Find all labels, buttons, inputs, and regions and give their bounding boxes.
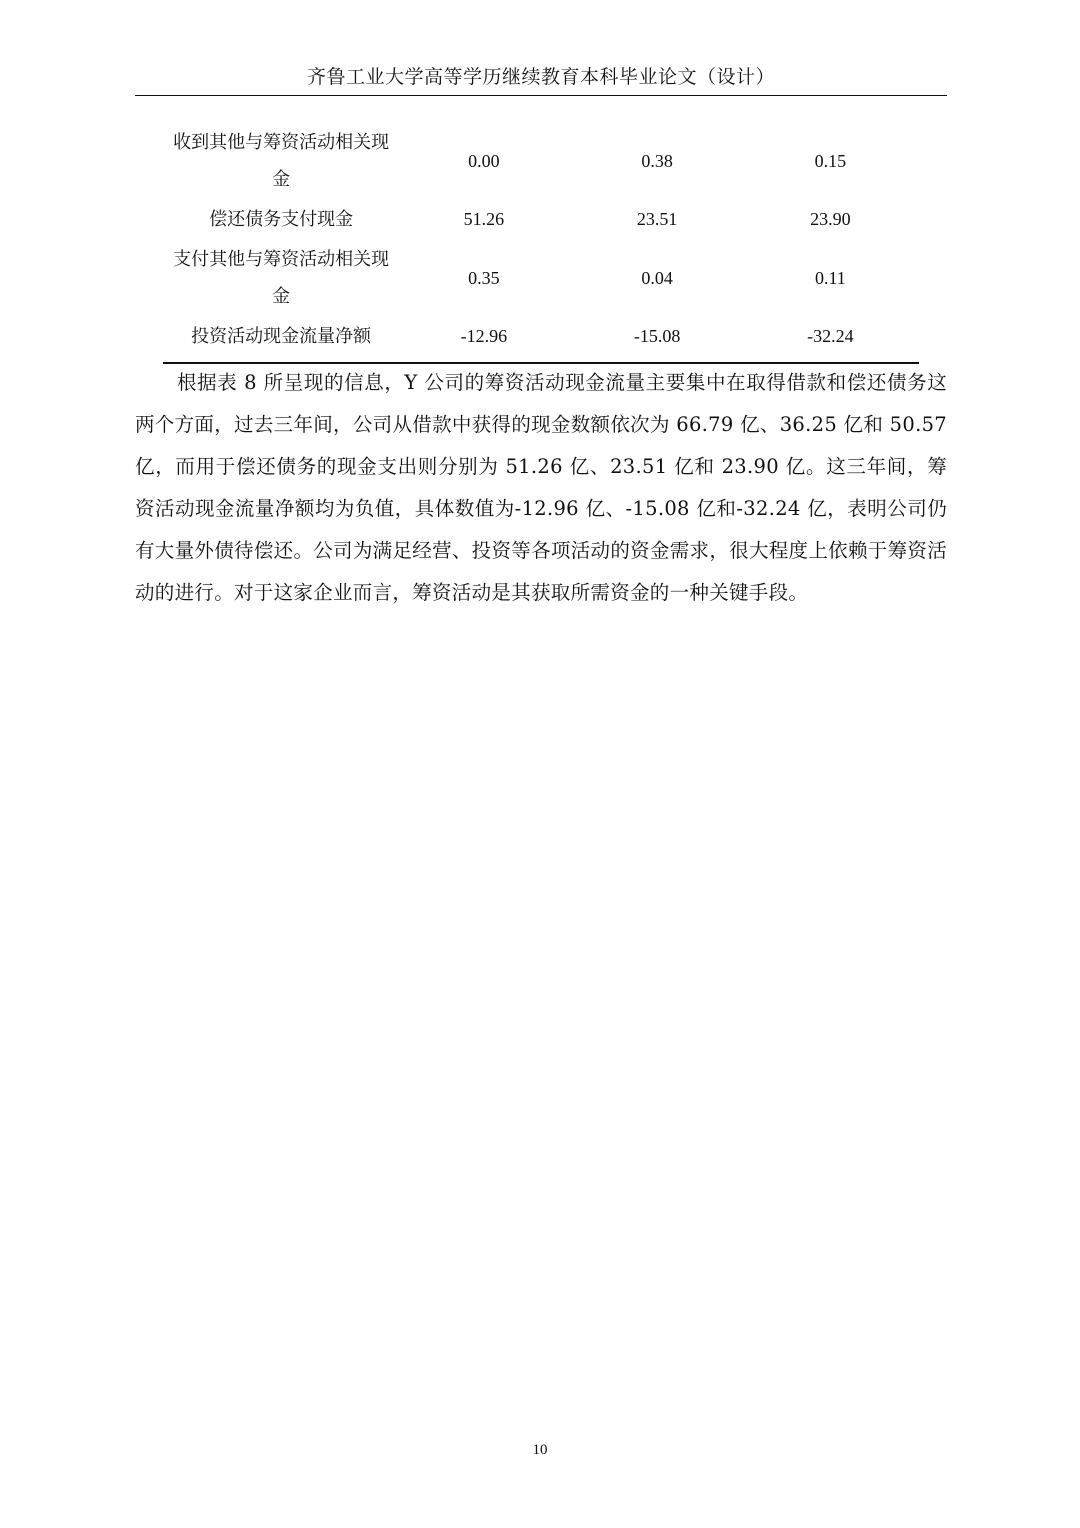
cell-value: 0.15 — [814, 150, 847, 171]
table-row — [165, 239, 917, 317]
table-row — [165, 317, 917, 356]
row-label: 偿还债务支付现金 — [209, 209, 354, 230]
cell-value: 0.38 — [641, 150, 673, 171]
table-row — [165, 200, 917, 239]
page-number: 10 — [532, 1442, 548, 1458]
cell-value: 0.11 — [814, 267, 846, 288]
cell-value: 51.26 — [463, 209, 505, 229]
row-label: 投资活动现金流量净额 — [191, 326, 372, 347]
row-label: 支付其他与筹资活动相关现金 — [173, 249, 390, 307]
cell-value: -12.96 — [460, 326, 508, 346]
cell-value: -32.24 — [807, 326, 854, 346]
cell-value: 0.04 — [641, 267, 673, 288]
body-paragraph: 根据表 8 所呈现的信息，Y 公司的筹资活动现金流量主要集中在取得借款和偿还债务这两个方面，过去三年间，公司从借款中获得的现金数额依次为 66.79 亿、36.25 亿和 50.57 亿，而用于偿还债务的现金支出则分别为 51.26 亿、23.51 亿和 23.90 亿。这三年间，筹资活动现金流量净额均为负值，具体数值为-12.96 亿、-15.08 亿和-32.24 亿，表明公司仍有大量外债待偿还。公司为满足经营、投资等各项活动的资金需求，很大程度上依赖于筹资活动的进行。对于这家企业而言，筹资活动是其获取所需资金的一种关键手段。 — [135, 371, 947, 604]
cell-value: 0.00 — [468, 150, 500, 171]
table-body — [165, 122, 917, 356]
cell-value: 23.90 — [810, 209, 851, 229]
page-header-title: 齐鲁工业大学高等学历继续教育本科毕业论文（设计） — [306, 66, 775, 88]
cell-value: -15.08 — [633, 326, 681, 346]
cell-value: 23.51 — [636, 209, 678, 229]
header-divider — [135, 95, 947, 96]
cash-flow-table — [165, 122, 917, 356]
cell-value: 0.35 — [468, 267, 500, 288]
table-row — [165, 122, 917, 200]
row-label: 收到其他与筹资活动相关现金 — [173, 132, 390, 190]
